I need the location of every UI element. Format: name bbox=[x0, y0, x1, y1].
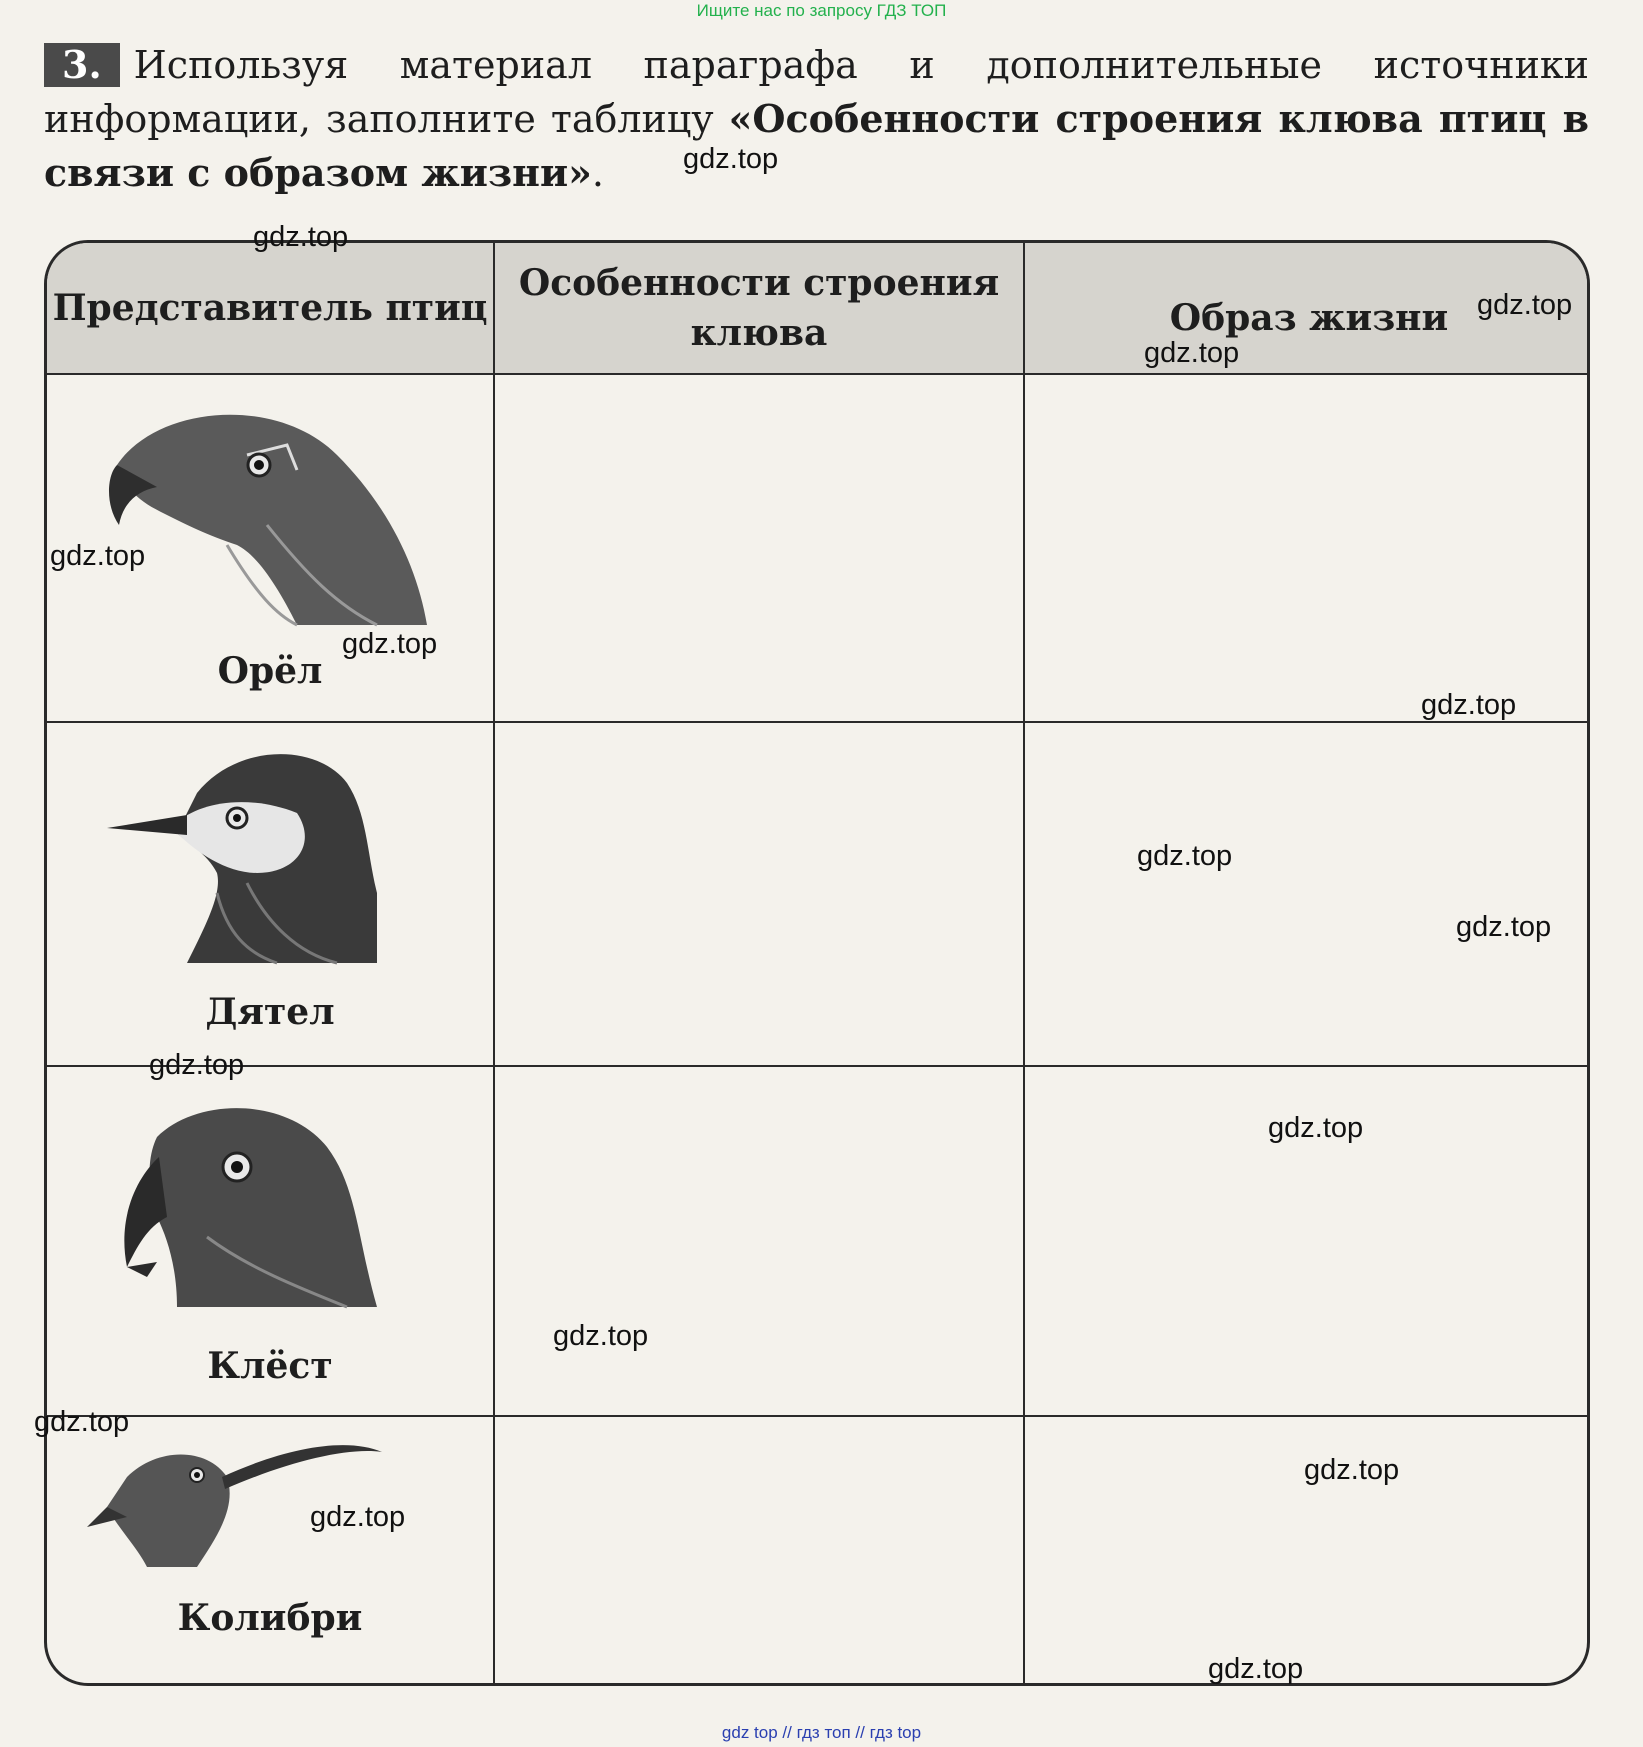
watermark: gdz.top bbox=[310, 1501, 406, 1533]
watermark: gdz.top bbox=[34, 1406, 130, 1438]
task-instruction: Используя материал параграфа и дополнительные источники информации, заполните таблицу bbox=[44, 43, 1589, 141]
watermark: gdz.top bbox=[1268, 1112, 1364, 1144]
watermark: gdz.top bbox=[683, 143, 779, 175]
table-row bbox=[47, 723, 493, 1065]
column-divider bbox=[493, 243, 495, 1683]
table-title: «Особенности строения клюва птиц в связи с образом жизни» bbox=[44, 96, 1589, 195]
hummingbird-head-icon bbox=[47, 1417, 493, 1686]
footer: gdz top // гдз топ // гдз top bbox=[721, 1723, 922, 1742]
header-bird: Представитель птиц bbox=[52, 287, 488, 329]
bird-name: Колибри bbox=[177, 1597, 363, 1639]
watermark: gdz.top bbox=[1137, 840, 1233, 872]
header-beak: Особенности строения клюва bbox=[518, 262, 1000, 354]
watermark: gdz.top bbox=[50, 540, 146, 572]
watermark: gdz.top bbox=[1304, 1454, 1400, 1486]
task-text bbox=[44, 38, 1589, 200]
watermark: gdz.top bbox=[1477, 289, 1573, 321]
watermark: gdz.top bbox=[1208, 1653, 1304, 1685]
header-life: Образ жизни bbox=[1169, 297, 1449, 339]
bird-name: Клёст bbox=[207, 1345, 333, 1387]
bird-name: Орёл bbox=[217, 650, 323, 692]
column-divider bbox=[1023, 243, 1025, 1683]
table-row bbox=[47, 1067, 493, 1415]
watermark: gdz.top bbox=[342, 628, 438, 660]
bird-name: Дятел bbox=[205, 991, 335, 1033]
table-header bbox=[47, 243, 1587, 375]
task-number: 3. bbox=[44, 43, 120, 87]
watermark: gdz.top bbox=[1144, 337, 1240, 369]
watermark: gdz.top bbox=[1421, 689, 1517, 721]
task-end: . bbox=[591, 151, 605, 195]
top-banner: Ищите нас по запросу ГДЗ ТОП bbox=[696, 1, 947, 20]
watermark: gdz.top bbox=[253, 221, 349, 253]
watermark: gdz.top bbox=[149, 1049, 245, 1081]
table-row bbox=[47, 1417, 493, 1686]
watermark: gdz.top bbox=[553, 1320, 649, 1352]
watermark: gdz.top bbox=[1456, 911, 1552, 943]
